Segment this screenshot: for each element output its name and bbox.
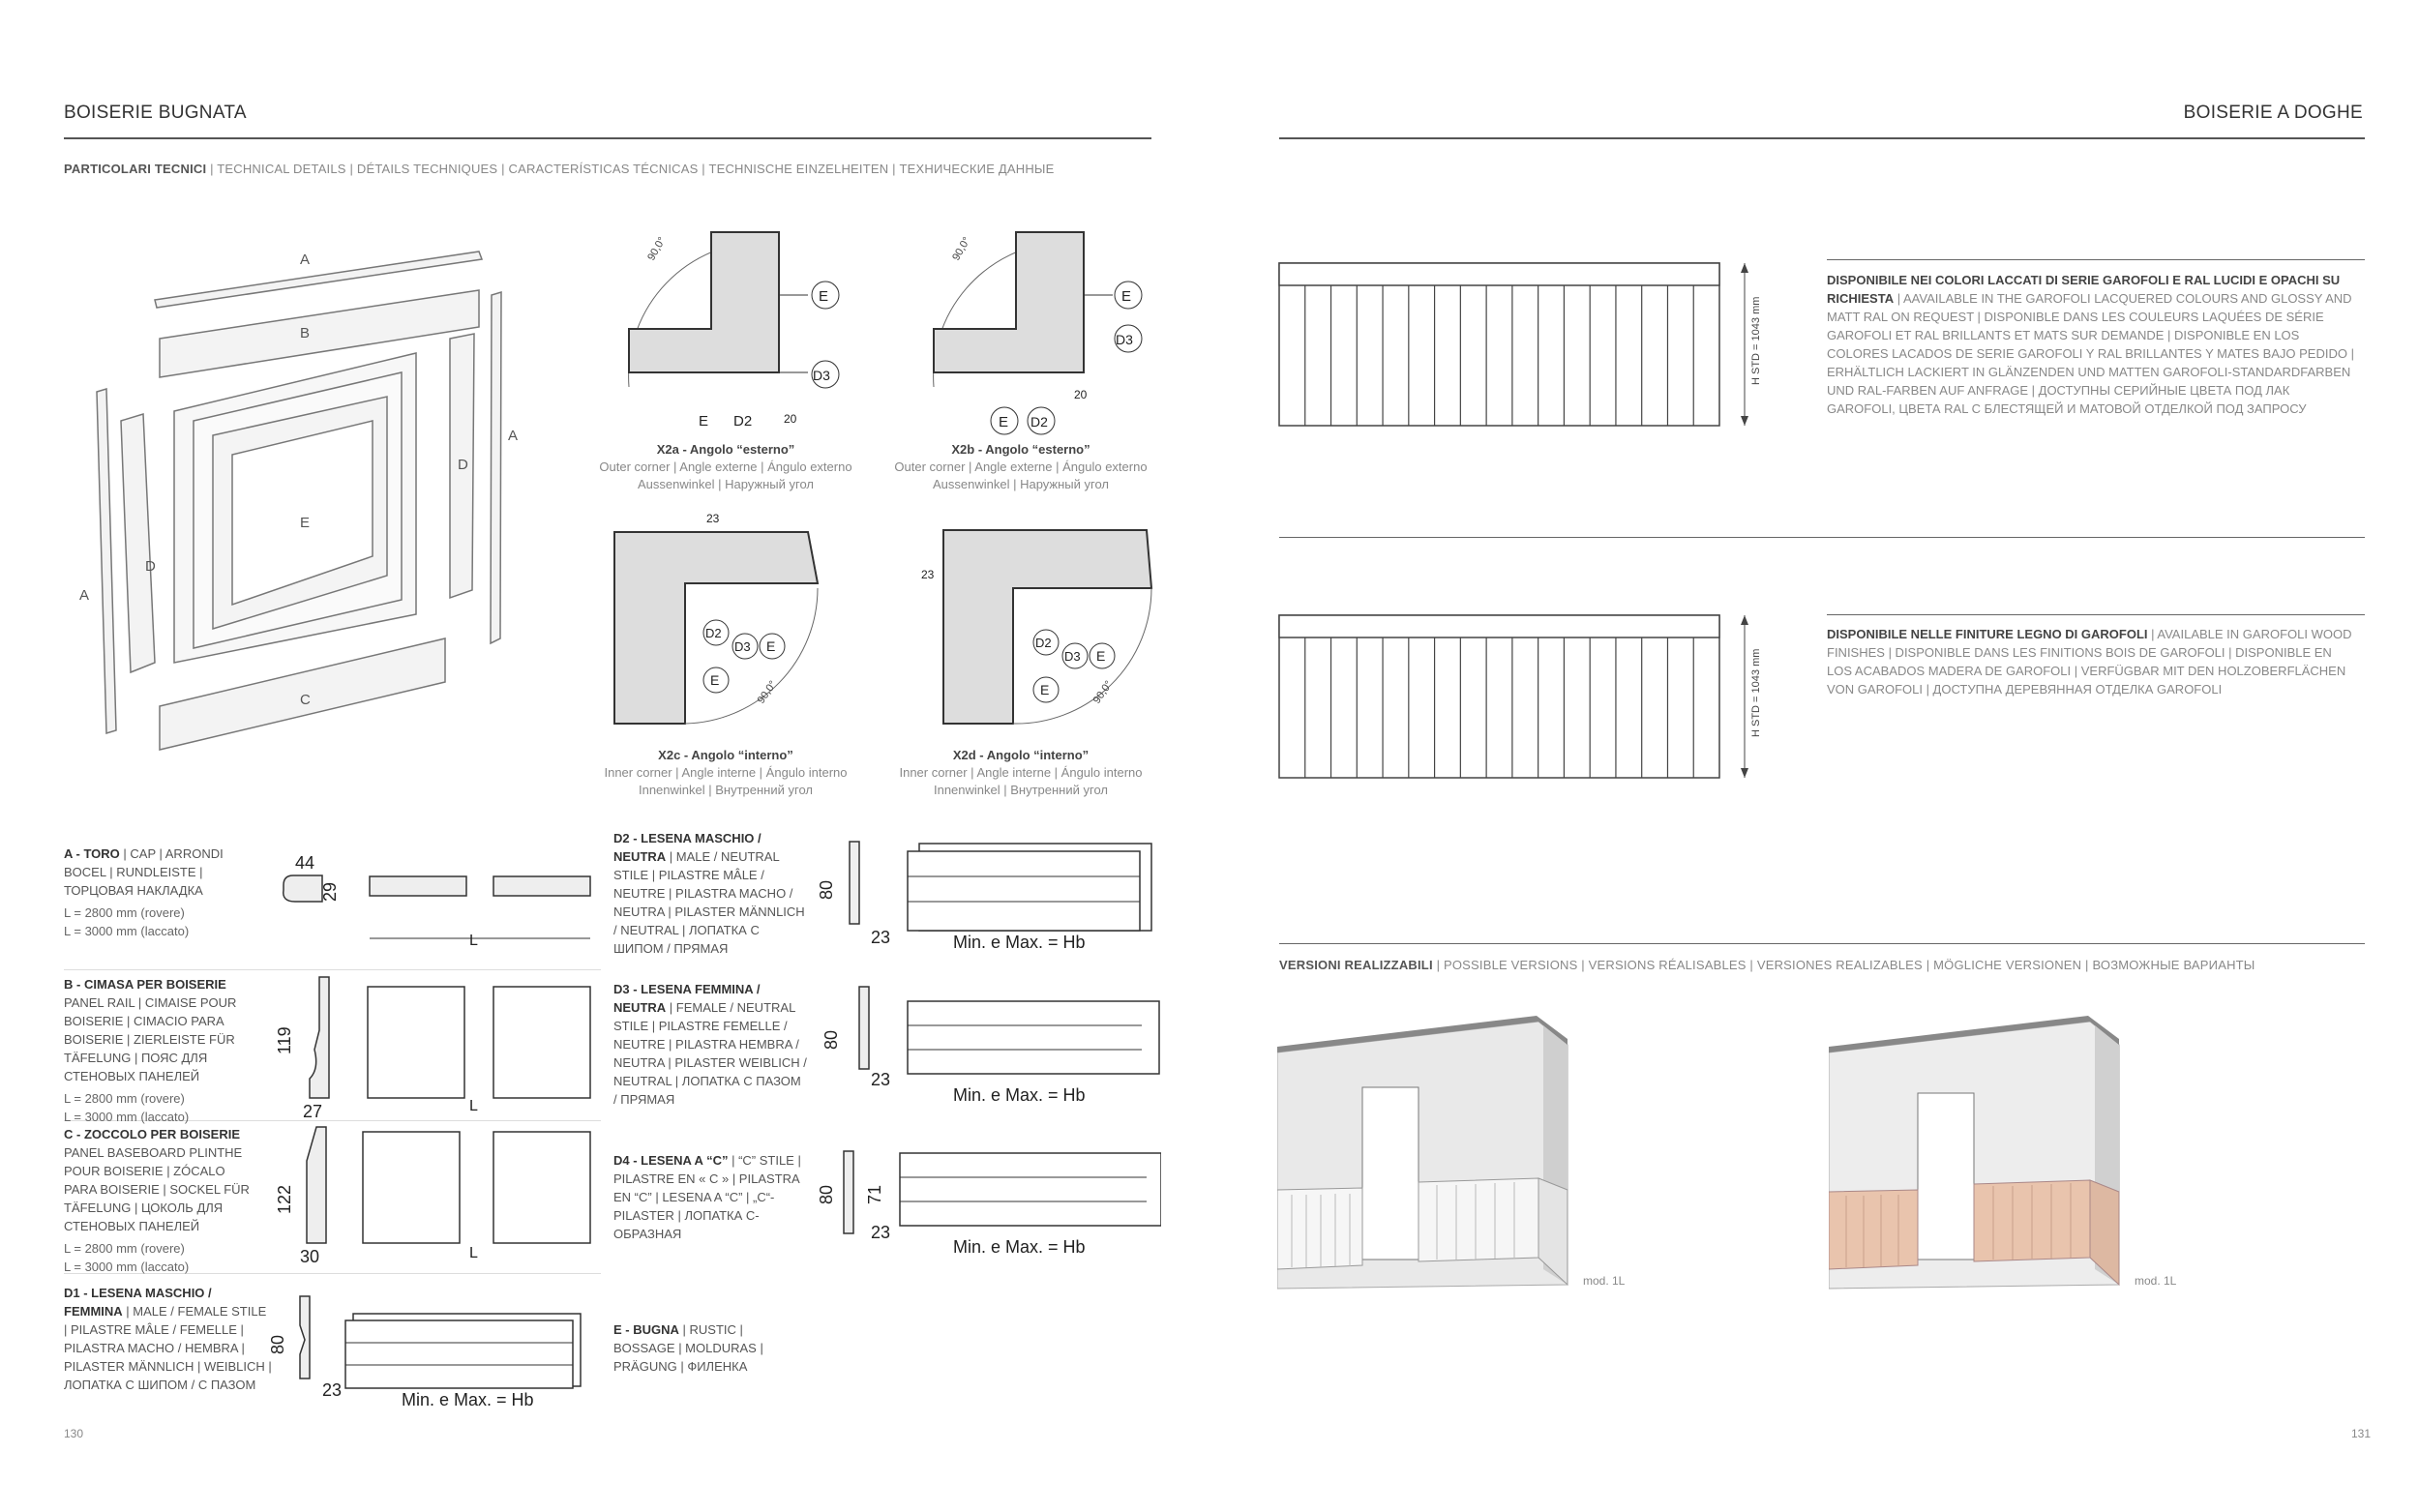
svg-text:30: 30 — [300, 1247, 320, 1266]
svg-text:E: E — [766, 638, 776, 654]
svg-text:27: 27 — [303, 1102, 323, 1117]
svg-text:E: E — [710, 672, 720, 688]
rail-b — [160, 290, 479, 377]
svg-text:Min. e Max. = Hb: Min. e Max. = Hb — [953, 933, 1086, 952]
corner-x2d-drawing — [905, 511, 1156, 738]
svg-text:20: 20 — [1074, 388, 1088, 401]
label-e: E — [300, 515, 311, 531]
cap-a-left — [97, 389, 116, 733]
svg-text:119: 119 — [275, 1026, 294, 1054]
svg-text:D2: D2 — [733, 413, 753, 430]
svg-text:E: E — [1121, 288, 1132, 305]
profile-d4-text: D4 - LESENA A “C” | “C” STILE | PILASTRE EN « C » | PILASTRA EN “C” | LESENA A “C” | „C“-PILASTER | ЛОПАТКА С-ОБРАЗНАЯ — [613, 1153, 801, 1241]
profile-c-drawing — [266, 1122, 600, 1267]
profile-d4-drawing — [813, 1141, 1161, 1267]
corner-x2b-drawing — [905, 222, 1156, 440]
svg-text:23: 23 — [871, 1070, 891, 1089]
svg-text:23: 23 — [871, 1223, 891, 1242]
stile-d-left — [121, 414, 155, 672]
mod-label-1: mod. 1L — [1583, 1274, 1626, 1288]
profile-e-text: E - BUGNA | RUSTIC | BOSSAGE | MOLDURAS | PRÄGUNG | ФИЛЕНКА — [613, 1322, 763, 1374]
caption-x2a: X2a - Angolo “esterno” Outer corner | Angle externe | Ángulo externo Aussenwinkel | Наружный угол — [599, 442, 852, 491]
svg-text:80: 80 — [268, 1334, 287, 1354]
technical-details-subtitle — [64, 162, 1055, 176]
svg-text:23: 23 — [322, 1380, 343, 1400]
subtitle-rest: | TECHNICAL DETAILS | DÉTAILS TECHNIQUES | CARACTERÍSTICAS TÉCNICAS | TECHNISCHE EINZELHEITEN | ТЕХНИЧЕСКИЕ ДАННЫЕ — [206, 162, 1055, 176]
svg-text:D2: D2 — [705, 626, 722, 640]
svg-text:90,0°: 90,0° — [645, 235, 669, 263]
svg-text:L: L — [469, 1245, 478, 1261]
profile-a-drawing — [266, 842, 600, 958]
caption-x2d: X2d - Angolo “interno” Inner corner | Angle interne | Ángulo interno Innenwinkel | Внутренний угол — [899, 748, 1143, 797]
profile-a-text: A - TORO | CAP | ARRONDI BOCEL | RUNDLEISTE | ТОРЦОВАЯ НАКЛАДКА L = 2800 mm (rovere) L = 3000 mm (laccato) — [64, 846, 224, 938]
cap-a-right — [491, 292, 501, 643]
svg-text:D2: D2 — [1030, 414, 1048, 430]
label-c: C — [300, 692, 311, 708]
corner-x2a-drawing — [610, 222, 861, 435]
svg-text:E: E — [699, 413, 709, 430]
subtitle-bold: PARTICOLARI TECNICI — [64, 162, 207, 176]
panel-elevation-wood — [1275, 611, 1778, 781]
svg-text:23: 23 — [871, 928, 891, 947]
profile-d1-text: D1 - LESENA MASCHIO / FEMMINA | MALE / FEMALE STILE | PILASTRE MÂLE / FEMELLE | PILASTRA MACHO / HEMBRA | PILASTER MÄNNLICH | WEIBLICH | ЛОПАТКА С ШИПОМ / С ПАЗОМ — [64, 1286, 272, 1392]
profile-d3-drawing — [813, 977, 1161, 1112]
svg-text:D3: D3 — [1116, 332, 1133, 347]
svg-text:D3: D3 — [1064, 649, 1081, 664]
corner-x2c-drawing — [610, 511, 861, 738]
wood-description: DISPONIBILE NELLE FINITURE LEGNO DI GAROFOLI | AVAILABLE IN GAROFOLI WOOD FINISHES | DISPONIBLE DANS LES FINITIONS BOIS DE GAROFOLI | DISPONIBLE EN LOS ACABADOS MADERA DE GAROFOLI | VERFÜGBAR MIT DEN HOLZOBERFLÄCHEN VON GAROFOLI | ДОСТУПНА ДЕРЕВЯННАЯ ОТДЕЛКА GAROFOLI — [1827, 627, 2352, 697]
right-header-rule — [1279, 137, 2365, 139]
label-d-right: D — [458, 457, 468, 473]
caption-x2c: X2c - Angolo “interno” Inner corner | Angle interne | Ángulo interno Innenwinkel | Внутренний угол — [604, 748, 848, 797]
svg-text:90,0°: 90,0° — [1090, 678, 1116, 706]
profile-d1-drawing — [266, 1287, 600, 1412]
svg-text:E: E — [1096, 648, 1106, 664]
versions-subtitle: VERSIONI REALIZZABILI | POSSIBLE VERSIONS | VERSIONS RÉALISABLES | VERSIONES REALIZABLES | MÖGLICHE VERSIONEN | ВОЗМОЖНЫЕ ВАРИАНТЫ — [1279, 958, 2255, 972]
svg-text:D2: D2 — [1035, 636, 1052, 650]
label-a: A — [300, 252, 311, 268]
mod-label-2: mod. 1L — [2135, 1274, 2177, 1288]
svg-text:23: 23 — [921, 568, 935, 581]
svg-text:80: 80 — [821, 1029, 841, 1050]
profile-c-text: C - ZOCCOLO PER BOISERIE PANEL BASEBOARD PLINTHE POUR BOISERIE | ZÓCALO PARA BOISERIE | SOCKEL FÜR TÄFELUNG | ЦОКОЛЬ ДЛЯ СТЕНОВЫХ ПАНЕЛЕЙ L = 2800 mm (rovere) L = 3000 mm (laccato) — [64, 1127, 250, 1274]
lacquered-description: DISPONIBILE NEI COLORI LACCATI DI SERIE GAROFOLI E RAL LUCIDI E OPACHI SU RICHIESTA | AAVAILABLE IN THE GAROFOLI LACQUERED COLOURS AND GLOSSY AND MATT RAL ON REQUEST | DISPONIBLE DANS LES COULEURS LAQUÉES DE SÉRIE GAROFOLI ET RAL BRILLANTS ET MATS SUR DEMANDE | DISPONIBLE EN LOS COLORES LACADOS DE SERIE GAROFOLI Y RAL BRILLANTES Y MATES BAJO PEDIDO | ERHÄLTLICH LACKIERT IN GLÄNZENDEN UND MATTEN GAROFOLI-STANDARDFARBEN UND RAL-FARBEN AUF ANFRAGE | ДОСТУПНЫ СЕРИЙНЫЕ ЦВЕТА ПОД ЛАК GAROFOLI, ЦВЕТА RAL С БЛЕСТЯЩЕЙ И МАТОВОЙ ОТДЕЛКОЙ ПОД ЗАПРОСУ — [1827, 273, 2354, 416]
left-header-rule — [64, 137, 1151, 139]
svg-text:80: 80 — [817, 879, 836, 900]
svg-text:L: L — [469, 933, 478, 949]
page-number-right: 131 — [2351, 1427, 2372, 1440]
svg-text:E: E — [1040, 682, 1050, 697]
svg-text:D3: D3 — [734, 639, 751, 654]
label-a-left: A — [79, 587, 90, 604]
label-b: B — [300, 325, 311, 341]
svg-text:Min. e Max. = Hb: Min. e Max. = Hb — [402, 1390, 534, 1409]
profile-d2-text: D2 - LESENA MASCHIO / NEUTRA | MALE / NEUTRAL STILE | PILASTRE MÂLE / NEUTRE | PILASTRA MACHO / NEUTRA | PILASTER MÄNNLICH / NEUTRAL | ЛОПАТКА С ШИПОМ / ПРЯМАЯ — [613, 831, 805, 956]
svg-text:Min. e Max. = Hb: Min. e Max. = Hb — [953, 1085, 1086, 1105]
label-d-left: D — [145, 558, 156, 575]
left-page-title: BOISERIE BUGNATA — [64, 103, 247, 123]
svg-text:D3: D3 — [813, 368, 830, 383]
svg-text:Min. e Max. = Hb: Min. e Max. = Hb — [953, 1237, 1086, 1257]
svg-text:H STD = 1043 mm: H STD = 1043 mm — [1750, 296, 1762, 385]
right-page-title: BOISERIE A DOGHE — [2183, 103, 2363, 123]
svg-text:80: 80 — [817, 1184, 836, 1204]
svg-text:E: E — [999, 414, 1009, 430]
svg-text:90,0°: 90,0° — [950, 235, 973, 263]
page-number-left: 130 — [64, 1427, 84, 1440]
exploded-panel-drawing — [68, 222, 571, 774]
svg-text:20: 20 — [784, 412, 797, 426]
svg-text:44: 44 — [295, 853, 315, 873]
profile-d3-text: D3 - LESENA FEMMINA / NEUTRA | FEMALE / NEUTRAL STILE | PILASTRE FEMELLE / NEUTRE | PILASTRA HEMBRA / NEUTRA | PILASTER WEIBLICH / NEUTRAL | ЛОПАТКА С ПАЗОМ / ПРЯМАЯ — [613, 982, 807, 1107]
render-version-lacquered — [1277, 1016, 1597, 1306]
label-a-right: A — [508, 428, 519, 444]
svg-text:29: 29 — [320, 881, 340, 902]
caption-x2b: X2b - Angolo “esterno” Outer corner | Angle externe | Ángulo externo Aussenwinkel | Наружный угол — [894, 442, 1148, 491]
svg-text:23: 23 — [706, 512, 720, 525]
svg-text:E: E — [819, 288, 829, 305]
panel-elevation-lacquered — [1275, 259, 1778, 429]
render-version-wood — [1829, 1016, 2148, 1306]
svg-text:90,0°: 90,0° — [755, 678, 780, 706]
svg-text:L: L — [469, 1098, 478, 1114]
profile-b-text: B - CIMASA PER BOISERIE PANEL RAIL | CIMAISE POUR BOISERIE | CIMACIO PARA BOISERIE | ZIERLEISTE FÜR TÄFELUNG | ПОЯС ДЛЯ СТЕНОВЫХ ПАНЕЛЕЙ L = 2800 mm (rovere) L = 3000 mm (laccato) — [64, 977, 237, 1124]
svg-text:122: 122 — [275, 1184, 294, 1214]
profile-d2-drawing — [813, 832, 1161, 958]
svg-text:71: 71 — [865, 1184, 884, 1204]
profile-b-drawing — [266, 972, 600, 1117]
svg-text:H STD = 1043 mm: H STD = 1043 mm — [1750, 648, 1762, 737]
